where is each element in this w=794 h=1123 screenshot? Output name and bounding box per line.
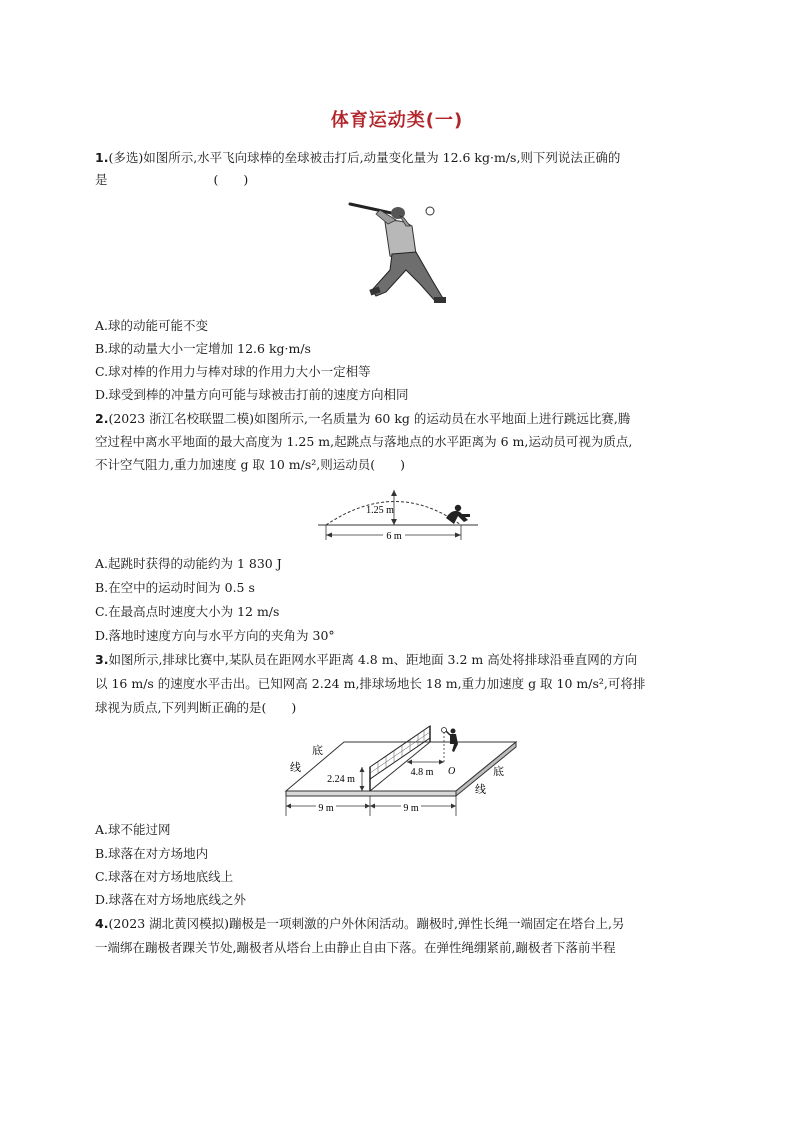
q1-option-c: C.球对棒的作用力与棒对球的作用力大小一定相等 (95, 364, 371, 379)
q3-number: 3. (95, 652, 109, 667)
q4-number: 4. (95, 916, 109, 931)
q3-net-height-label: 2.24 m (327, 774, 355, 785)
q1-option-b: B.球的动量大小一定增加 12.6 kg·m/s (95, 341, 311, 356)
q1-line2 (95, 172, 248, 188)
q4-stem-1: (2023 湖北黄冈模拟)蹦极是一项刺激的户外休闲活动。蹦极时,弹性长绳一端固定在塔台上,另 (108, 916, 625, 931)
q2-line3: 不计空气阻力,重力加速度 g 取 10 m/s²,则运动员( ) (95, 457, 405, 472)
q2-number: 2. (95, 411, 109, 426)
long-jump-figure (318, 484, 478, 544)
q4-line1 (95, 916, 624, 932)
bat (350, 204, 396, 214)
q3-option-b: B.球落在对方场地内 (95, 846, 209, 861)
q1-option-a: A.球的动能可能不变 (95, 318, 209, 333)
page-title: 体育运动类(一) (330, 110, 464, 131)
q3-baseline-right-1: 底 (493, 766, 504, 778)
q4-line2: 一端绑在蹦极者踝关节处,蹦极者从塔台上由静止自由下落。在弹性绳绷紧前,蹦极者下落前半程 (95, 940, 616, 955)
q3-half-right-label: 9 m (403, 803, 419, 814)
q1-option-d: D.球受到棒的冲量方向可能与球被击打前的速度方向相同 (95, 387, 409, 402)
q2-option-a: A.起跳时获得的动能约为 1 830 J (95, 556, 282, 571)
q3-baseline-left-2: 线 (290, 762, 301, 774)
jumper-icon (446, 505, 470, 524)
q1-number: 1. (95, 150, 109, 165)
q1-stem-1: (多选)如图所示,水平飞向球棒的垒球被击打后,动量变化量为 12.6 kg·m/s,则下列说法正确的 (108, 150, 621, 165)
q2-height-label: 1.25 m (366, 505, 394, 516)
batter-legs (372, 252, 444, 302)
q3-line3: 球视为质点,下列判断正确的是( ) (95, 700, 297, 715)
baseball-batter-figure (340, 196, 470, 308)
q2-width-label: 6 m (386, 531, 402, 542)
q2-line1 (95, 411, 630, 427)
q3-point-o: O (448, 766, 456, 777)
q3-baseline-right-2: 线 (475, 784, 486, 796)
q3-half-left-label: 9 m (318, 803, 334, 814)
q2-option-d: D.落地时速度方向与水平方向的夹角为 30° (95, 628, 335, 643)
q1-line1 (95, 150, 620, 166)
q1-bracket: ( ) (213, 172, 249, 187)
q3-option-d: D.球落在对方场地底线之外 (95, 892, 247, 907)
q2-option-c: C.在最高点时速度大小为 12 m/s (95, 604, 280, 619)
q2-line2: 空过程中离水平地面的最大高度为 1.25 m,起跳点与落地点的水平距离为 6 m,运动员可视为质点, (95, 434, 633, 449)
q3-line2: 以 16 m/s 的速度水平击出。已知网高 2.24 m,排球场地长 18 m,重力加速度 g 取 10 m/s²,可将排 (95, 676, 646, 691)
q1-stem-2: 是 (95, 172, 108, 187)
q2-stem-1: (2023 浙江名校联盟二模)如图所示,一名质量为 60 kg 的运动员在水平地面上进行跳远比赛,腾 (108, 411, 631, 426)
q3-option-a: A.球不能过网 (95, 822, 171, 837)
q2-option-b: B.在空中的运动时间为 0.5 s (95, 580, 255, 595)
q3-stem-1: 如图所示,排球比赛中,某队员在距网水平距离 4.8 m、距地面 3.2 m 高处将排球沿垂直网的方向 (108, 652, 638, 667)
q3-option-c: C.球落在对方场地底线上 (95, 869, 234, 884)
q3-line1 (95, 652, 637, 668)
baseball (426, 207, 434, 215)
q3-baseline-left-1: 底 (312, 745, 323, 757)
q3-distance-label: 4.8 m (410, 767, 434, 778)
volleyball-court-figure (282, 722, 532, 818)
